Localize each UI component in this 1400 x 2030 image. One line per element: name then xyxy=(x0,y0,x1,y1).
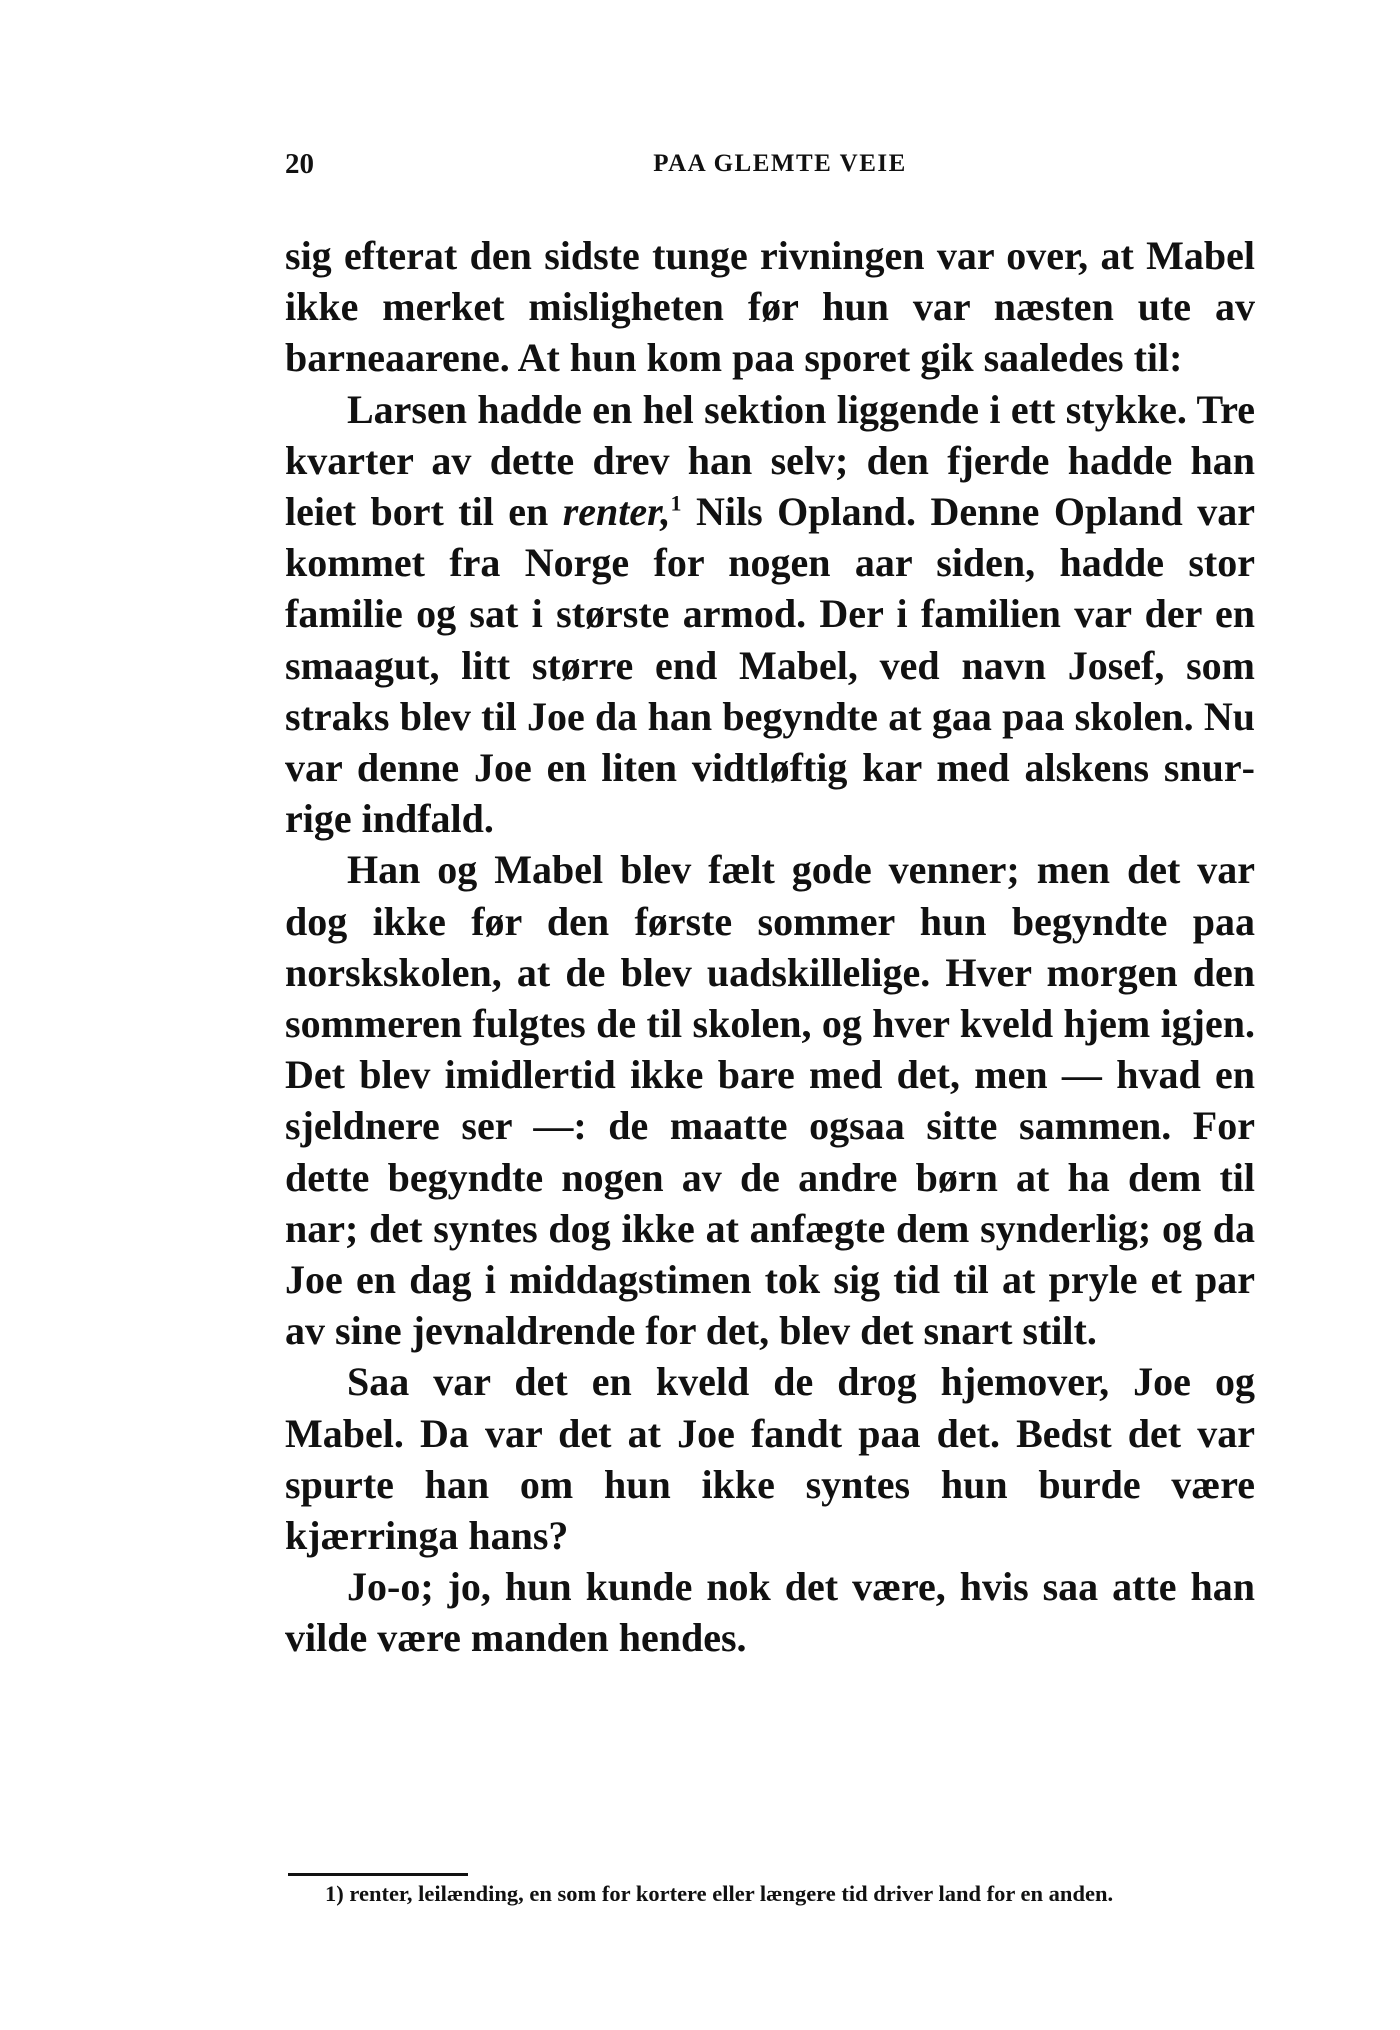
paragraph: sig efterat den sidste tunge rivningen var over, at Mabel ikke merket misligheten før hun var næsten ute av barneaarene. At hun kom paa sporet gik saaledes til: xyxy=(285,233,1255,381)
footnote-mark: 1) xyxy=(325,1881,344,1906)
running-title: PAA GLEMTE VEIE xyxy=(653,150,907,177)
footnote-text: renter, leilænding, en som for kortere eller længere tid driver land for en anden. xyxy=(349,1881,1114,1906)
paragraph-text: Nils Opland. Denne Opland var kommet fra Norge for nogen aar siden, hadde stor familie og sat i største armod. Der i familien var der en smaagut, litt større end Mabel, ved navn Josef, som straks blev til Joe da han begyndte at gaa paa skolen. Nu var denne Joe en liten vidtløftig kar med alskens snurrige indfald. xyxy=(285,489,1256,842)
footnote-divider xyxy=(288,1873,468,1876)
italic-term: renter, xyxy=(562,489,671,535)
footnote-reference: 1 xyxy=(670,490,682,516)
body-text xyxy=(285,230,1255,1664)
paragraph-text: Larsen hadde en hel sektion liggende i ett stykke. Tre kvarter av dette drev han selv; den fjerde hadde han leiet bort til en xyxy=(285,386,1255,535)
page-header xyxy=(285,148,1255,188)
page-number: 20 xyxy=(285,148,314,180)
paragraph xyxy=(285,384,1255,845)
footnote xyxy=(285,1880,1255,1908)
paragraph: Saa var det en kveld de drog hjemover, Joe og Mabel. Da var det at Joe fandt paa det. Bedst det var spurte han om hun ikke syntes hun burde være kjærringa hans? xyxy=(285,1359,1255,1559)
paragraph: Jo-o; jo, hun kunde nok det være, hvis saa atte han vilde være manden hendes. xyxy=(285,1564,1255,1661)
paragraph: Han og Mabel blev fælt gode venner; men det var dog ikke før den første sommer hun begyndte paa norskskolen, at de blev uadskillelige. Hver morgen den sommeren fulgtes de til skolen, og hver kveld hjem igjen. Det blev imidlertid ikke bare med det, men — hvad en sjeldnere ser —: de maatte ogsaa sitte sammen. For dette begyndte nogen av de andre børn at ha dem til nar; det syntes dog ikke at anfægte dem synderlig; og da Joe en dag i middagstimen tok sig tid til at pryle et par av sine jevnaldrende for det, blev det snart stilt. xyxy=(285,847,1255,1354)
